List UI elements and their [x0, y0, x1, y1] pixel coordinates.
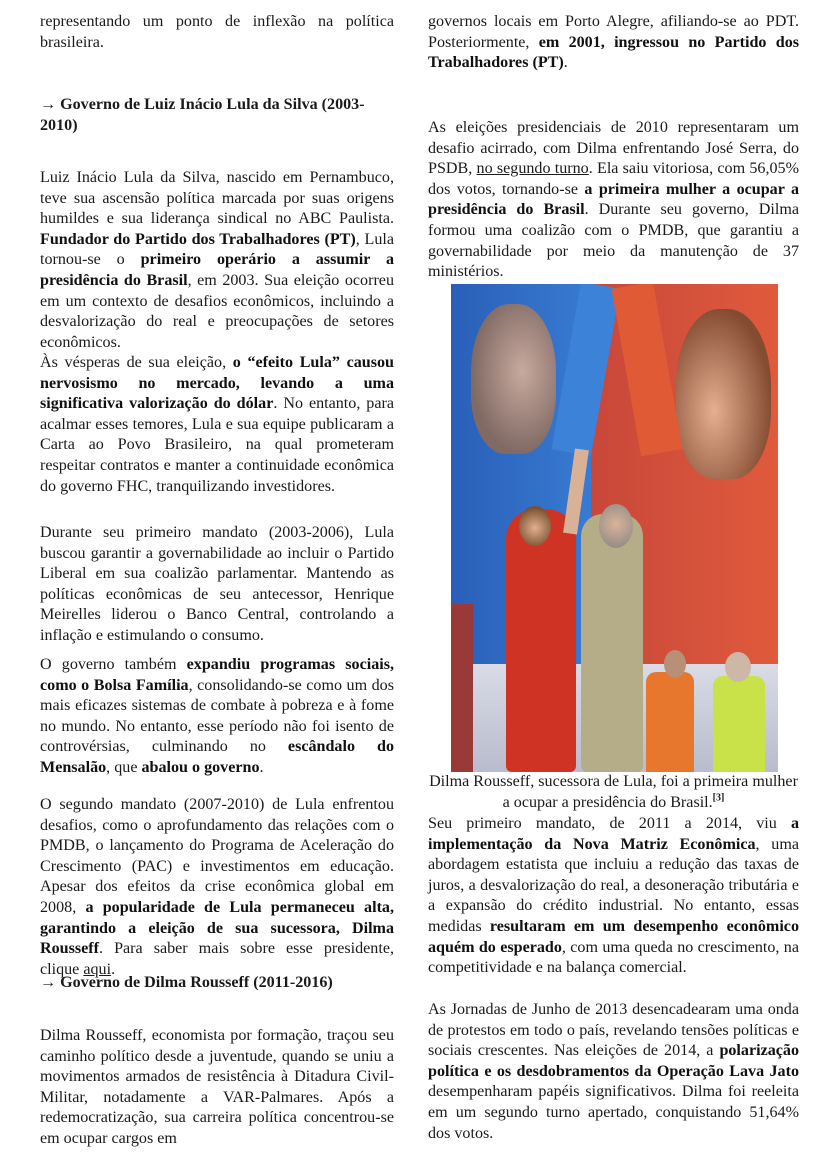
paragraph-nova-matriz: Seu primeiro mandato, de 2011 a 2014, viu a implementação da Nova Matriz Econômica, uma abordagem estatista que incluiu a redução das taxas de juros, a desvalorização do real, a desoneração tributária e a expansão do crédito industrial. No entanto, essas medidas resultaram em um desempenho econômico aquém do esperado, com uma queda no crescimento, na competitividade e na balança comercial. [428, 815, 800, 977]
paragraph-lula-origins: Luiz Inácio Lula da Silva, nascido em Pernambuco, teve sua ascensão política marcada por suas origens humildes e sua liderança sindical no ABC Paulista. Fundador do Partido dos Trabalhadores (PT), Lula tornou-se o primeiro operário a assumir a presidência do Brasil, em 2003. Sua eleição ocorreu em um contexto de desafios econômicos, incluindo a desvalorização do real e preocupações de setores econômicos. [40, 169, 395, 351]
poster-dilma-face [676, 309, 771, 479]
paragraph-first-term: Durante seu primeiro mandato (2003-2006), Lula buscou garantir a governabilidade ao incluir o Partido Liberal em sua coalizão parlamentar. Mantendo as políticas econômicas de seu antecessor, Henrique Meirelles liderou o Banco Central, controlando a inflação e estimulando o consumo. [40, 524, 394, 644]
photo-caption: Dilma Rousseff, sucessora de Lula, foi a primeira mulher a ocupar a presidência do Brasil.[3] [429, 773, 798, 811]
link-segundo-turno[interactable]: no segundo turno [476, 160, 589, 178]
paragraph-second-term: O segundo mandato (2007-2010) de Lula enfrentou desafios, como o aprofundamento das relações com o PMDB, o lançamento do Programa de Aceleração do Crescimento (PAC) e investimentos em educação. Apesar dos efeitos da crise econômica global em 2008, a popularidade de Lula permaneceu alta, garantindo a eleição de sua sucessora, Dilma Rousseff. Para saber mais sobre esse presidente, clique aqui. [40, 796, 394, 978]
paragraph-dilma-origins: Dilma Rousseff, economista por formação, traçou seu caminho político desde a juventude, quando se uniu a movimentos armados de resistência à Ditadura Civil-Militar, notadamente a VAR-Palmares. Após a redemocratização, sua carreira política concentrou-se em ocupar cargos em [40, 1027, 394, 1147]
poster-lula-face [471, 304, 556, 454]
lula-head [599, 504, 633, 548]
left-edge-person [451, 604, 473, 772]
paragraph-jornadas-junho: As Jornadas de Junho de 2013 desencadearam uma onda de protestos em todo o país, revelando tensões políticas e sociais crescentes. Nas eleições de 2014, a polarização política e os desdobramentos da Operação Lava Jato desempenharam papéis significativos. Dilma foi reeleita em um segundo turno apertado, conquistando 51,64% dos votos. [428, 1001, 799, 1142]
section-heading-lula: → Governo de Luiz Inácio Lula da Silva (2003-2010) [40, 96, 365, 134]
paragraph-election-2010: As eleições presidenciais de 2010 representaram um desafio acirrado, com Dilma enfrentando José Serra, do PSDB, no segundo turno. Ela saiu vitoriosa, com 56,05% dos votos, tornando-se a primeira mulher a ocupar a presidência do Brasil. Durante seu governo, Dilma formou uma coalizão com o PMDB, que garantiu a governabilidade por meio da manutenção de 37 ministérios. [428, 119, 799, 281]
yellow-vest-head [725, 652, 751, 682]
reference-link[interactable]: [3] [712, 792, 725, 804]
paragraph-efeito-lula: Às vésperas de sua eleição, o “efeito Lula” causou nervosismo no mercado, levando a uma significativa valorização do dólar. No entanto, para acalmar esses temores, Lula e sua equipe publicaram a Carta ao Povo Brasileiro, na qual prometeram respeitar contratos e manter a continuidade econômica do governo FHC, tranquilizando investidores. [40, 354, 395, 495]
dilma-head [519, 506, 551, 546]
dilma-figure [506, 509, 576, 772]
yellow-vest-person [713, 676, 765, 772]
paragraph-dilma-origins-cont: governos locais em Porto Alegre, afiliando-se ao PDT. Posteriormente, em 2001, ingressou no Partido dos Trabalhadores (PT). [428, 13, 799, 72]
orange-vest-person [646, 672, 694, 772]
section-heading-dilma: → Governo de Dilma Rousseff (2011-2016) [40, 974, 333, 991]
photo-dilma-lula [451, 284, 778, 772]
paragraph-intro-end: representando um ponto de inflexão na política brasileira. [40, 13, 394, 51]
link-saiba-mais-lula[interactable]: aqui [83, 960, 112, 978]
paragraph-social-programs: O governo também expandiu programas sociais, como o Bolsa Família, consolidando-se como um dos mais eficazes sistemas de combate à pobreza e à fome no mundo. No entanto, esse período não foi isento de controvérsias, culminando no escândalo do Mensalão, que abalou o governo. [40, 656, 394, 776]
lula-figure [581, 514, 643, 772]
orange-vest-head [664, 650, 686, 678]
